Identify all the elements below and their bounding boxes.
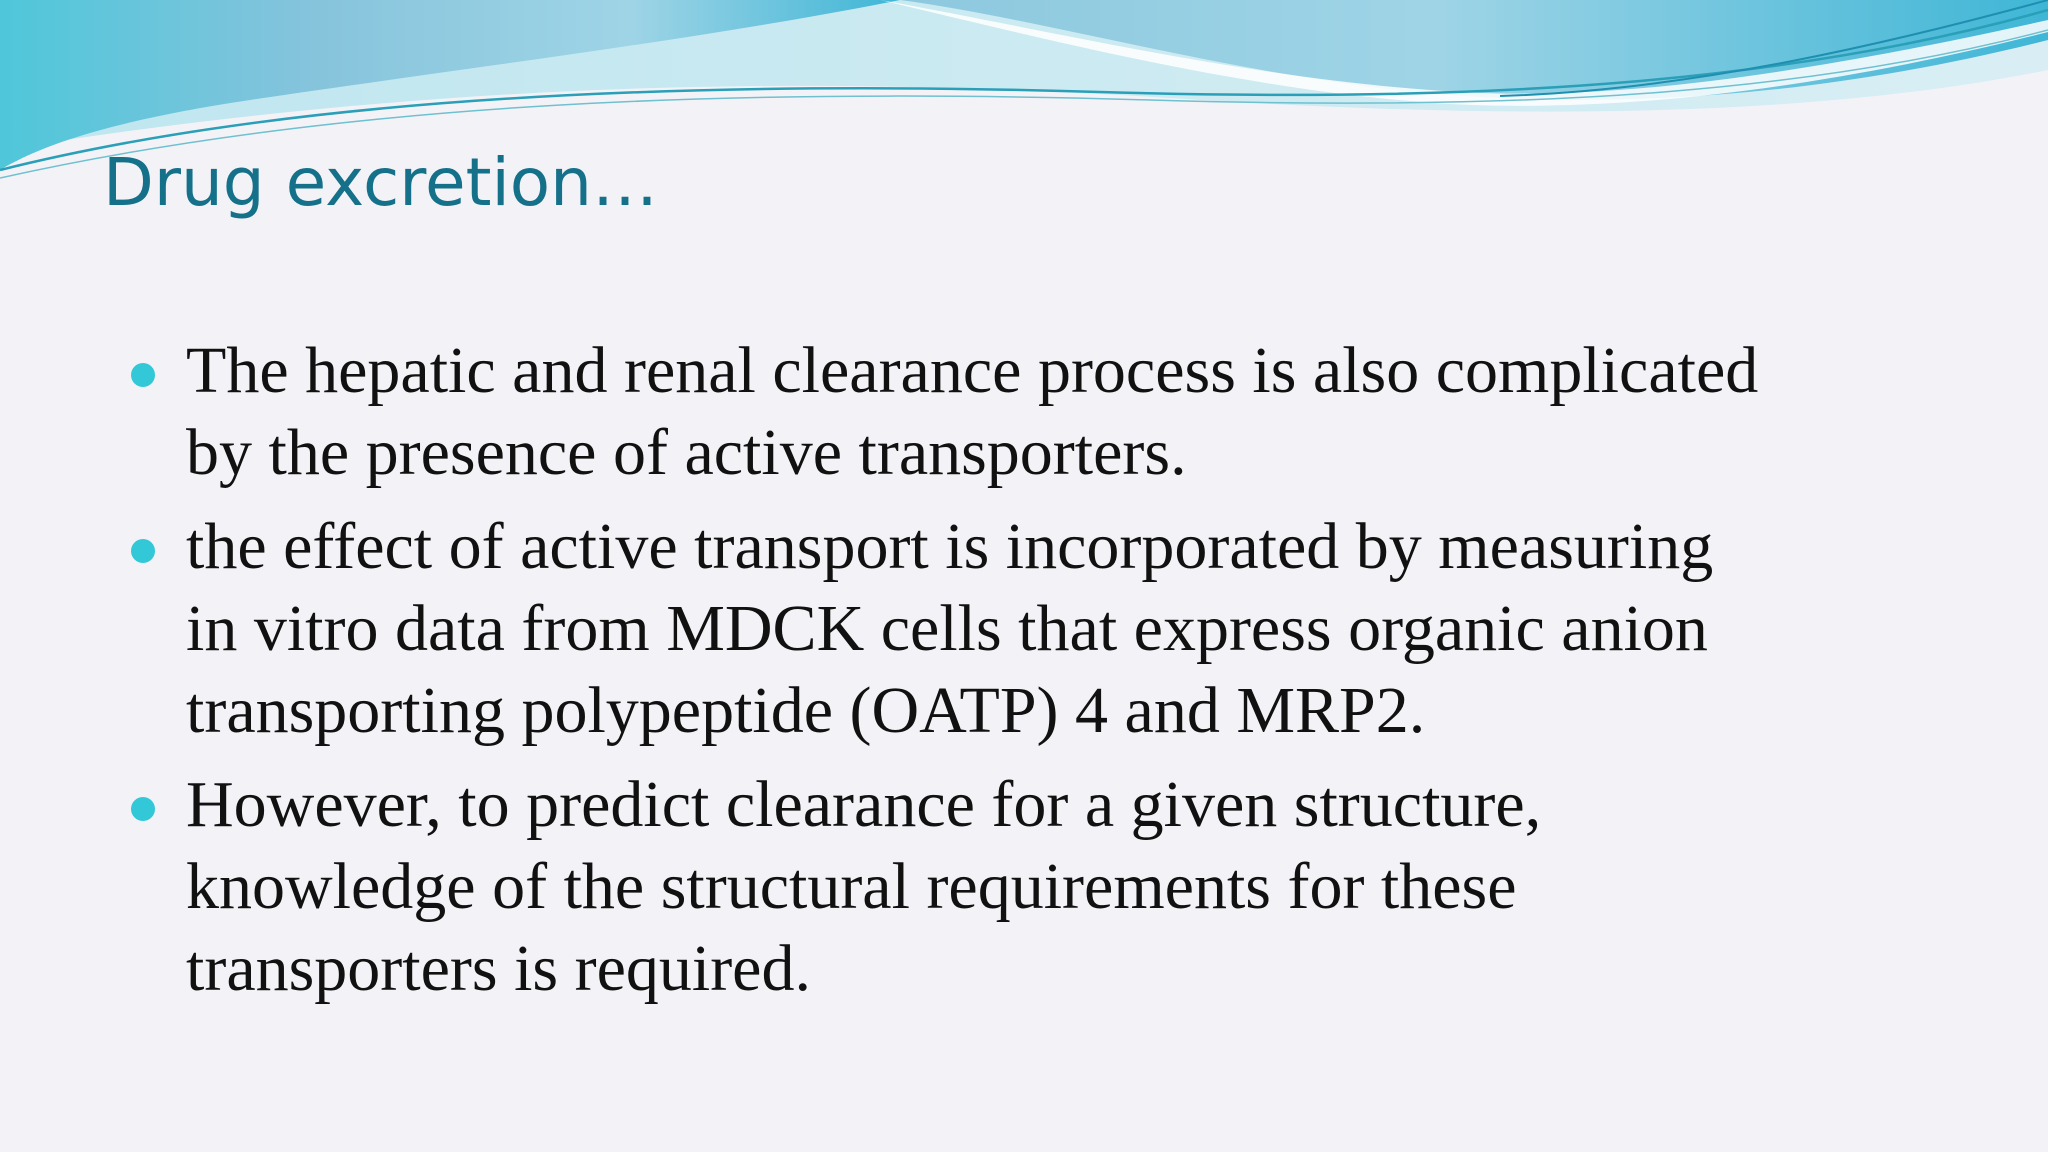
bullet-text-line: The hepatic and renal clearance process is also complicated — [186, 334, 1759, 407]
bullet-dot-icon — [131, 539, 155, 563]
bullet-text-line: knowledge of the structural requirements for these — [186, 850, 1517, 923]
bullet-dot-icon — [131, 797, 155, 821]
bullet-list — [0, 330, 2048, 1022]
slide-title: Drug excretion… — [103, 144, 659, 221]
bullet-item — [0, 330, 2048, 494]
bullet-text-line: However, to predict clearance for a given structure, — [186, 768, 1542, 841]
bullet-item — [0, 764, 2048, 1010]
bullet-text-line: transporters is required. — [186, 932, 811, 1005]
bullet-text-line: transporting polypeptide (OATP) 4 and MRP2. — [186, 674, 1426, 747]
bullet-item — [0, 506, 2048, 752]
bullet-text-line: the effect of active transport is incorporated by measuring — [186, 510, 1714, 583]
bullet-text-line: in vitro data from MDCK cells that express organic anion — [186, 592, 1708, 665]
bullet-dot-icon — [131, 363, 155, 387]
bullet-text-line: by the presence of active transporters. — [186, 416, 1187, 489]
